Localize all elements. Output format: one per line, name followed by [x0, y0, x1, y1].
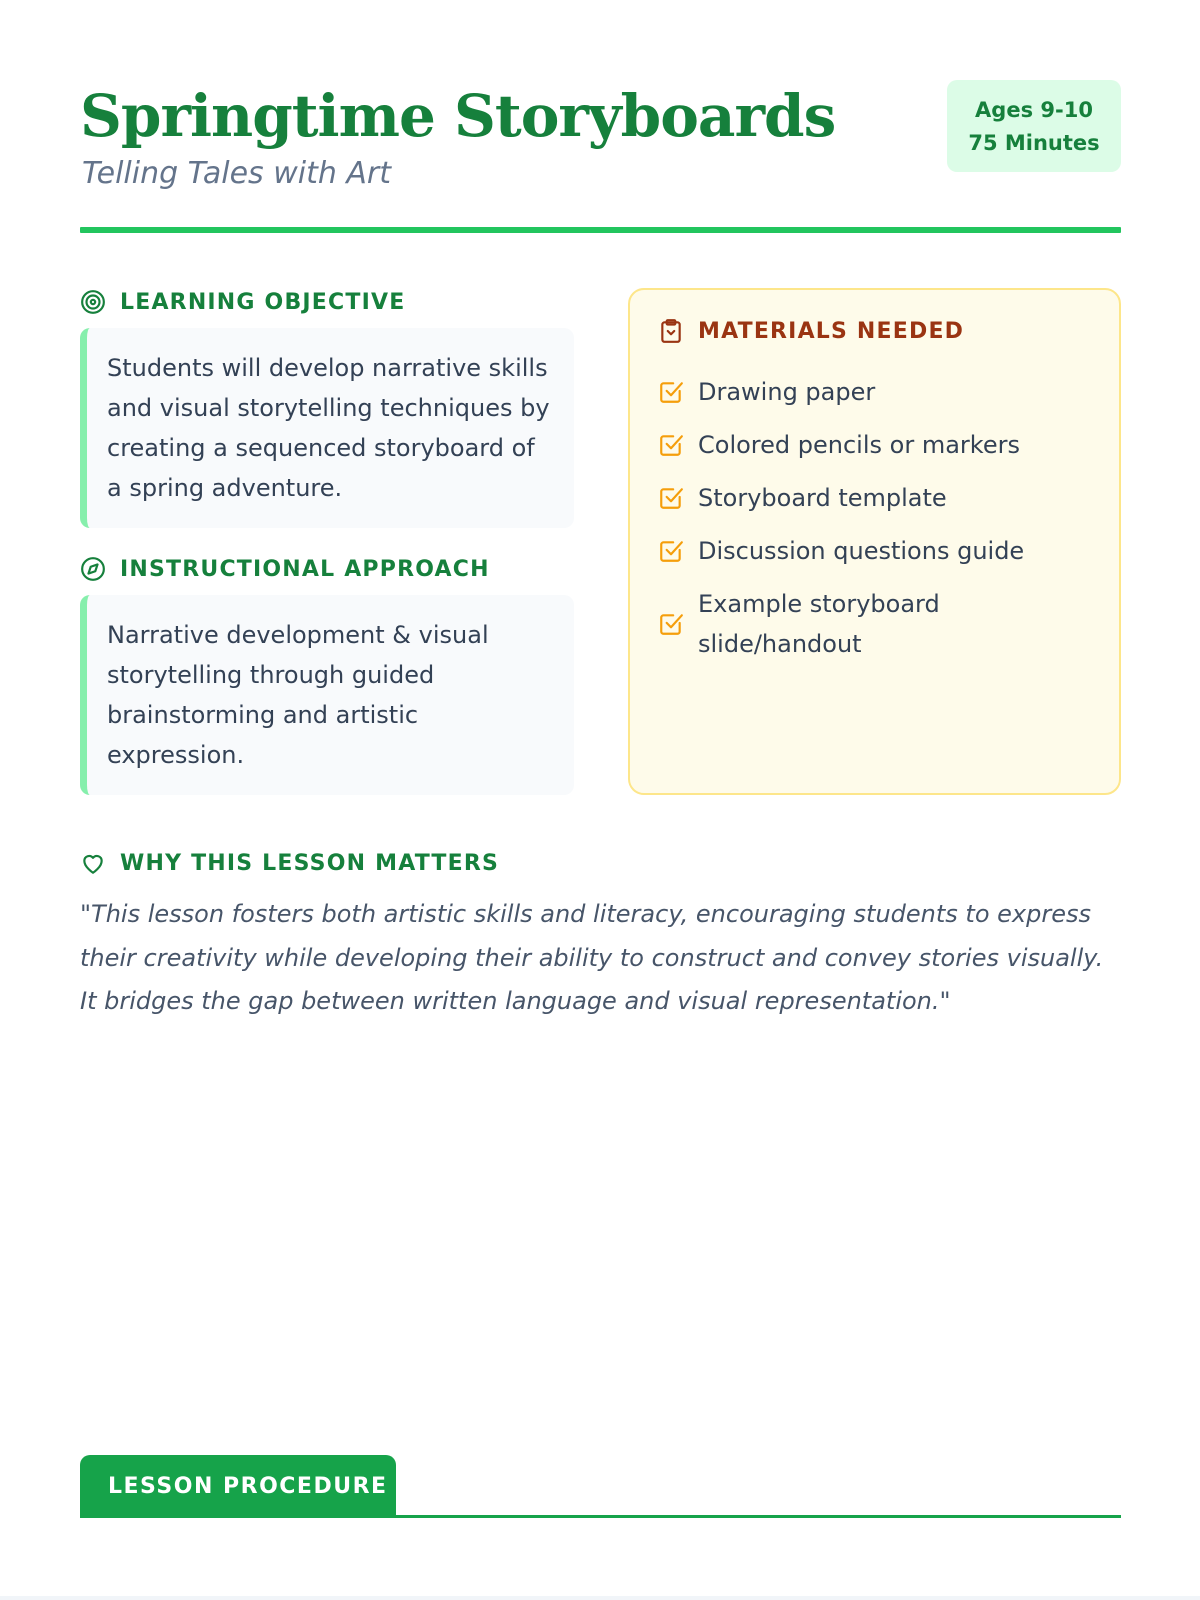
lesson-info-badge [947, 80, 1121, 172]
list-item [658, 425, 1098, 465]
material-label: Discussion questions guide [698, 537, 1025, 565]
target-icon [80, 289, 106, 315]
checkbox-icon [658, 485, 684, 511]
objective-heading [80, 289, 405, 315]
heart-icon [80, 850, 106, 876]
compass-icon [80, 556, 106, 582]
checkbox-icon [658, 538, 684, 564]
materials-list [658, 372, 1098, 677]
checkbox-icon [658, 432, 684, 458]
approach-heading [80, 556, 490, 582]
materials-card [628, 288, 1121, 795]
material-label: Drawing paper [698, 378, 876, 406]
materials-heading-label: MATERIALS NEEDED [698, 318, 965, 344]
approach-callout: Narrative development & visual storytelling through guided brainstorming and artistic expression. [80, 595, 574, 795]
header-divider [80, 227, 1121, 233]
list-item [658, 531, 1098, 571]
materials-heading [658, 318, 964, 344]
duration: 75 Minutes [968, 131, 1100, 155]
list-item [658, 478, 1098, 518]
checkbox-icon [658, 611, 684, 637]
page-subtitle: Telling Tales with Art [82, 156, 391, 191]
why-heading [80, 850, 499, 876]
lesson-importance-quote: "This lesson fosters both artistic skills and literacy, encouraging students to express their creativity while developing their ability to construct and convey stories visually. It bridges the gap between written language and visual representation." [80, 900, 1104, 1015]
clipboard-icon [658, 318, 684, 344]
list-item [658, 584, 1098, 664]
objective-heading-label: LEARNING OBJECTIVE [120, 289, 406, 315]
material-label: Example storyboard slide/handout [698, 590, 940, 658]
checkbox-icon [658, 379, 684, 405]
material-label: Storyboard template [698, 484, 947, 512]
age-range: Ages 9-10 [975, 98, 1093, 122]
lesson-procedure-tab: LESSON PROCEDURE [80, 1455, 396, 1518]
page-bottom-edge [0, 1596, 1200, 1600]
material-label: Colored pencils or markers [698, 431, 1020, 459]
list-item [658, 372, 1098, 412]
objective-callout: Students will develop narrative skills and visual storytelling techniques by creating a sequenced storyboard of a spring adventure. [80, 328, 574, 528]
approach-heading-label: INSTRUCTIONAL APPROACH [120, 556, 490, 582]
why-heading-label: WHY THIS LESSON MATTERS [120, 850, 500, 876]
page-title: Springtime Storyboards [80, 82, 836, 150]
